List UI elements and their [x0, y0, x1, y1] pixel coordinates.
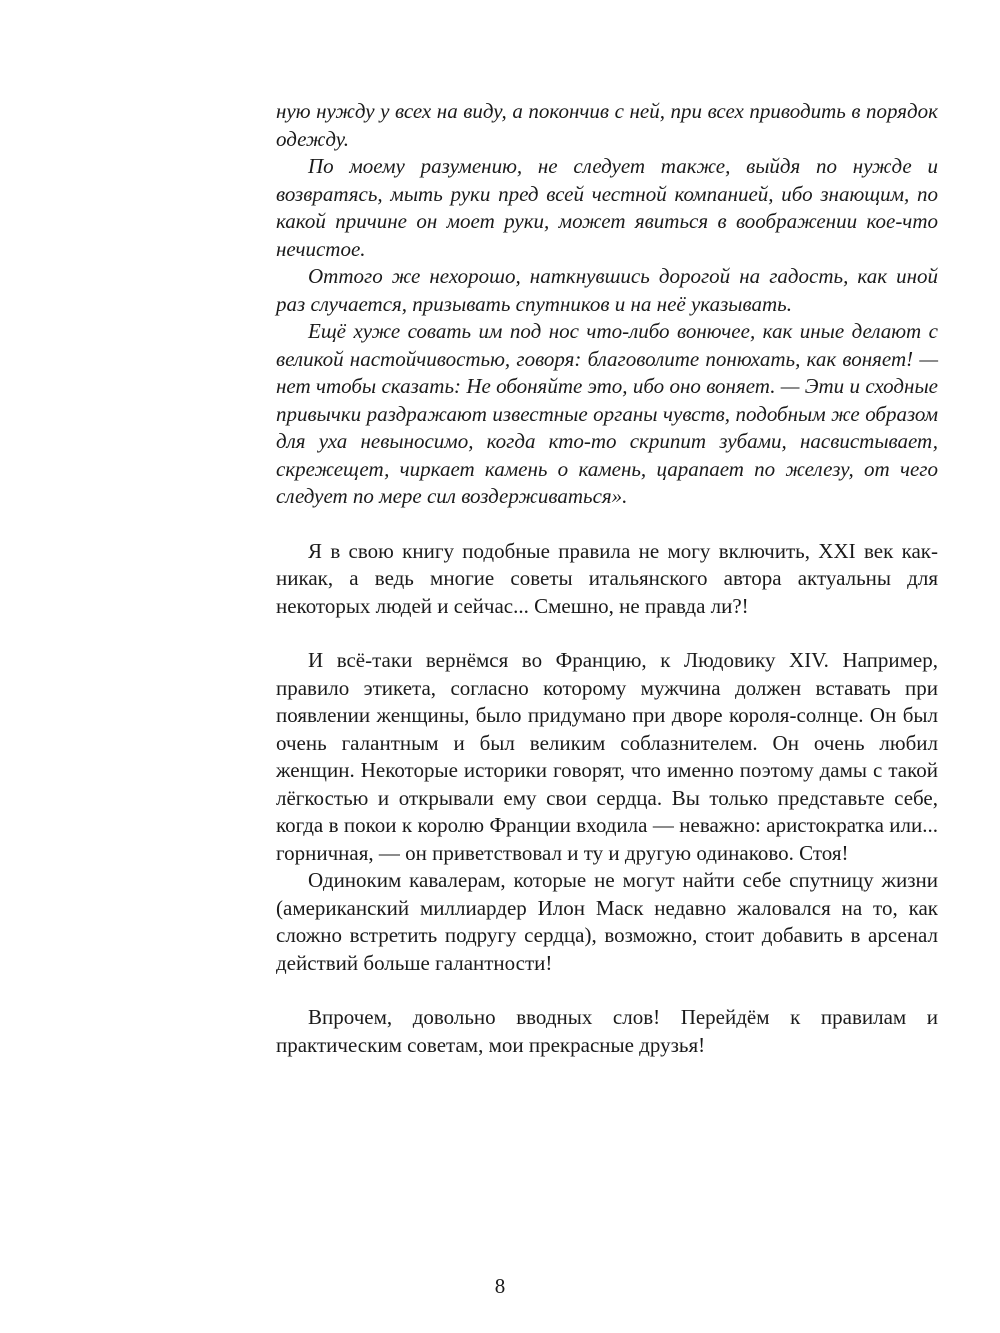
quote-paragraph: Ещё хуже совать им под нос что-либо вонючее, как иные делают с великой настойчивостью, говоря: благоволите понюхать, как воняет! — нет чтобы сказать: Не обоняйте это, ибо оно воняет. — Эти и сходные привычки раздражают известные органы чувств, подобным же образом для уха невыносимо, когда кто-то скрипит зубами, насвистывает, скрежещет, чиркает камень о камень, царапает по железу, от чего следует по мере сил воздерживаться». — [276, 319, 938, 508]
page-content — [276, 98, 938, 1059]
section-gap — [276, 620, 938, 647]
quote-paragraph: По моему разумению, не следует также, выйдя по нужде и возвратясь, мыть руки пред всей честной компанией, ибо знающим, по какой причине он моет руки, может явиться в воображении кое-что нечистое. — [276, 154, 938, 261]
body-paragraph: Я в свою книгу подобные правила не могу включить, XXI век как-никак, а ведь многие советы итальянского автора актуальны для некоторых людей и сейчас... Смешно, не правда ли?! — [276, 538, 938, 618]
quote-block — [276, 98, 938, 511]
body-paragraph: Одиноким кавалерам, которые не могут найти себе спутницу жизни (американский миллиардер Илон Маск недавно жаловался на то, как сложно встретить подругу сердца), возможно, стоит добавить в арсенал действий больше галантности! — [276, 868, 938, 975]
body-paragraph: И всё-таки вернёмся во Францию, к Людовику XIV. Например, правило этикета, согласно которому мужчина должен вставать при появлении женщины, было придумано при дворе короля-солнце. Он был очень галантным и был великим соблазнителем. Он очень любил женщин. Некоторые историки говорят, что именно поэтому дамы с такой лёгкостью и открывали ему свои сердца. Вы только представьте себе, когда в покои к королю Франции входила — неважно: аристократка или... горничная, — он приветствовал и ту и другую одинаково. Стоя! — [276, 648, 938, 865]
body-paragraph: Впрочем, довольно вводных слов! Перейдём к правилам и практическим советам, мои прекрасные друзья! — [276, 1005, 938, 1057]
section-gap — [276, 977, 938, 1004]
page-number: 8 — [494, 1274, 506, 1298]
section-gap — [276, 511, 938, 538]
quote-paragraph-continued: ную нужду у всех на виду, а покончив с ней, при всех приводить в порядок одежду. — [276, 99, 938, 151]
quote-paragraph: Оттого же нехорошо, наткнувшись дорогой на гадость, как иной раз случается, призывать спутников и на неё указывать. — [276, 264, 938, 316]
